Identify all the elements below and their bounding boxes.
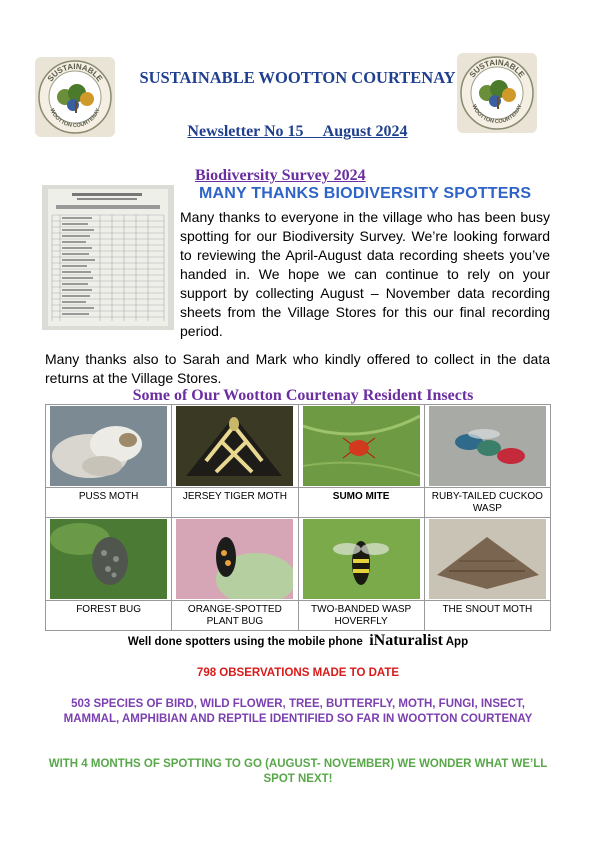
photo-cell (172, 518, 298, 601)
svg-text:SUSTAINABLE: SUSTAINABLE (467, 57, 527, 80)
insect-grid (45, 404, 551, 631)
months-remaining: WITH 4 MONTHS OF SPOTTING TO GO (AUGUST- NOVEMBER) WE WONDER WHAT WE’LL SPOT NEXT! (48, 758, 548, 785)
survey-sheet-image (42, 185, 174, 330)
survey-subheading: MANY THANKS BIODIVERSITY SPOTTERS (199, 185, 532, 202)
photo-cell (46, 518, 172, 601)
photo-cell (298, 405, 424, 488)
photo-cell (424, 405, 550, 488)
two-banded-hoverfly-photo (303, 519, 420, 599)
species-count: 503 SPECIES OF BIRD, WILD FLOWER, TREE, BUTTERFLY, MOTH, FUNGI, INSECT, MAMMAL, AMPHIBIAN AND REPTILE IDENTIFIED SO FAR IN WOOTTON COURTENAY (63, 698, 533, 725)
jersey-tiger-moth-photo (176, 406, 293, 486)
photo-cell (298, 518, 424, 601)
photo-cell (424, 518, 550, 601)
inat-prefix: Well done spotters using the mobile phone (127, 636, 370, 648)
photo-cell (46, 405, 172, 488)
insect-label: RUBY-TAILED CUCKOO WASP (424, 488, 550, 518)
survey-paragraph: Many thanks to everyone in the village who has been busy spotting for our Biodiversity Survey. We’re looking forward to reviewing the April-August data recording sheets you’ve handed in. We hope we can continue to rely on your support by collecting August – November data recording sheets from the Village Stores for this our final recording period. (180, 209, 550, 339)
logo-right (457, 53, 537, 133)
insect-label: THE SNOUT MOTH (424, 601, 550, 631)
logo-left (35, 57, 115, 137)
puss-moth-photo (50, 406, 167, 486)
thanks-paragraph: Many thanks also to Sarah and Mark who kindly offered to collect in the data returns at the Village Stores. (45, 351, 550, 386)
observations-count: 798 OBSERVATIONS MADE TO DATE (196, 667, 400, 679)
insect-label: TWO-BANDED WASP HOVERFLY (298, 601, 424, 631)
logo-emblem-icon (35, 57, 115, 137)
svg-text:WOOTTON COURTENAY: WOOTTON COURTENAY (470, 103, 524, 126)
orange-spotted-plant-bug-photo (176, 519, 293, 599)
page-title: SUSTAINABLE WOOTTON COURTENAY (139, 68, 456, 87)
snout-moth-photo (429, 519, 546, 599)
logo-emblem-icon (457, 53, 537, 133)
svg-text:SUSTAINABLE: SUSTAINABLE (45, 61, 105, 84)
ruby-tailed-wasp-photo (429, 406, 546, 486)
insects-heading: Some of Our Wootton Courtenay Resident Insects (132, 387, 474, 404)
insect-label: ORANGE-SPOTTED PLANT BUG (172, 601, 298, 631)
forest-bug-photo (50, 519, 167, 599)
insect-label: SUMO MITE (298, 488, 424, 518)
inaturalist-line (45, 632, 551, 650)
insect-label: FOREST BUG (46, 601, 172, 631)
survey-heading: Biodiversity Survey 2024 (195, 167, 366, 184)
sumo-mite-photo (303, 406, 420, 486)
insect-label: JERSEY TIGER MOTH (172, 488, 298, 518)
inat-app-name: iNaturalist (369, 632, 443, 649)
svg-text:WOOTTON COURTENAY: WOOTTON COURTENAY (48, 107, 102, 130)
photo-cell (172, 405, 298, 488)
newsletter-issue: Newsletter No 15 August 2024 (187, 123, 408, 140)
inat-suffix: App (442, 636, 469, 648)
insect-label: PUSS MOTH (46, 488, 172, 518)
